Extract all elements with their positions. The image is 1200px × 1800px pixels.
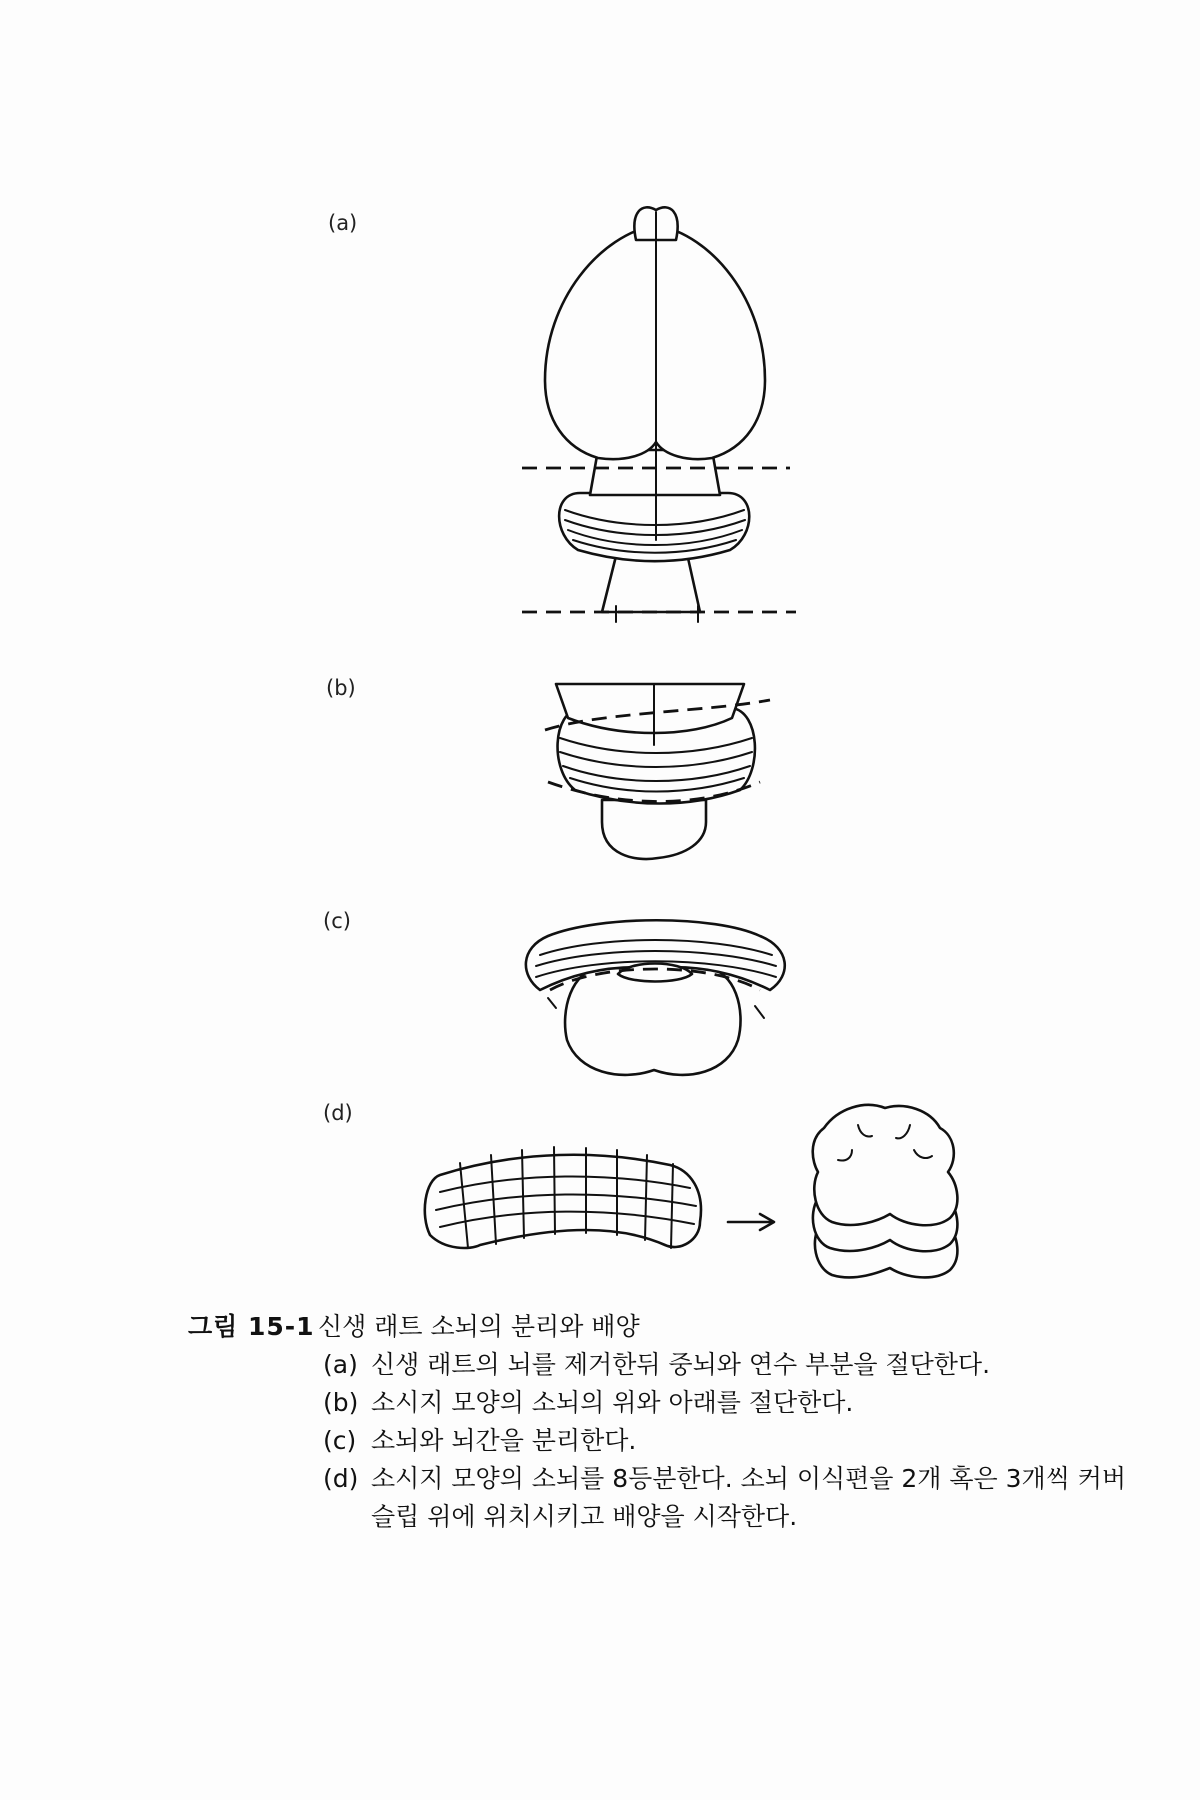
- step-text: 소시지 모양의 소뇌를 8등분한다. 소뇌 이식편을 2개 혹은 3개씩 커버슬립 위에 위치시키고 배양을 시작한다.: [371, 1464, 1127, 1531]
- small-fold: [618, 964, 692, 982]
- figure-number: 그림 15-1: [188, 1312, 315, 1341]
- figure-caption: [188, 1308, 1128, 1536]
- step-key: (a): [323, 1350, 358, 1379]
- caption-step-c: [323, 1422, 1128, 1460]
- panel-a-whole-brain: [522, 207, 796, 622]
- explant-top: [813, 1105, 958, 1225]
- panel-label-b: (b): [326, 676, 356, 700]
- caption-step-a: [323, 1346, 1128, 1384]
- caption-header: [188, 1308, 1128, 1346]
- step-text: 소뇌와 뇌간을 분리한다.: [371, 1426, 637, 1455]
- step-text: 소시지 모양의 소뇌의 위와 아래를 절단한다.: [371, 1388, 854, 1417]
- figure-title: 신생 래트 소뇌의 분리와 배양: [318, 1312, 640, 1341]
- caption-steps: [188, 1346, 1128, 1536]
- panel-label-a: (a): [328, 211, 358, 235]
- step-key: (c): [323, 1426, 357, 1455]
- panel-b-cerebellum-section: [545, 684, 770, 859]
- brainstem-blob: [565, 968, 740, 1075]
- caption-step-d: [323, 1460, 1128, 1536]
- panel-c-separation: [526, 920, 785, 1075]
- panel-label-d: (d): [323, 1101, 353, 1125]
- panel-d-division: [425, 1105, 958, 1277]
- step-key: (d): [323, 1464, 359, 1493]
- brainstem-stub: [602, 800, 706, 859]
- step-key: (b): [323, 1388, 359, 1417]
- panel-label-c: (c): [323, 909, 351, 933]
- step-text: 신생 래트의 뇌를 제거한뒤 중뇌와 연수 부분을 절단한다.: [371, 1350, 991, 1379]
- caption-step-b: [323, 1384, 1128, 1422]
